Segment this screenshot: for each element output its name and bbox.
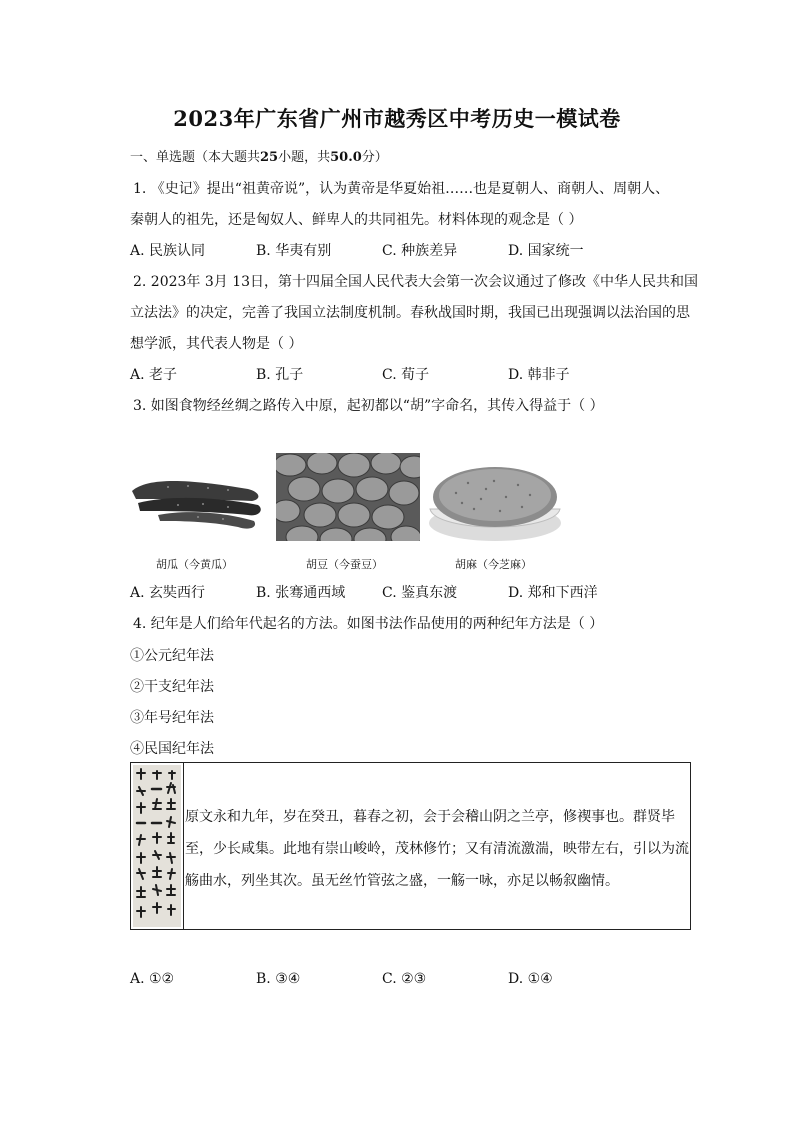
q1-option-b: B. 华夷有别: [256, 243, 332, 259]
q2-stem-line1: 2. 2023年 3月 13日，第十四届全国人民代表大会第一次会议通过了修改《中华人民共和国: [133, 274, 699, 290]
section-heading: [130, 146, 388, 165]
q2-option-a: A. 老子: [130, 367, 178, 383]
q4-item-4: ④民国纪年法: [130, 741, 214, 757]
broad-bean-image: [276, 453, 420, 541]
caption-broad-bean: 胡豆（今蚕豆）: [306, 558, 383, 571]
q3-option-b: B. 张骞通西域: [256, 585, 346, 601]
q1-stem-line2: 秦朝人的祖先，还是匈奴人、鲜卑人的共同祖先。材料体现的观念是（ ）: [130, 212, 583, 228]
section-score: 50.0: [330, 150, 362, 165]
section-count: 25: [260, 150, 279, 165]
q4-item-3: ③年号纪年法: [130, 710, 214, 726]
q2-stem-line2: 立法法》的决定，完善了我国立法制度机制。春秋战国时期，我国已出现强调以法治国的思: [130, 305, 690, 321]
caption-sesame: 胡麻（今芝麻）: [455, 558, 532, 571]
q2-stem-line3: 想学派，其代表人物是（ ）: [130, 336, 303, 352]
section-mid: 小题，共: [278, 150, 331, 165]
q4-item-1: ①公元纪年法: [130, 648, 214, 664]
q4-stem-line1: 4. 纪年是人们给年代起名的方法。如图书法作品使用的两种纪年方法是（ ）: [133, 616, 604, 632]
q4-option-b: B. ③④: [256, 971, 301, 987]
section-suffix: 分）: [361, 150, 388, 165]
calligraphy-text: 原文永和九年，岁在癸丑，暮春之初，会于会稽山阴之兰亭，修禊事也。群贤毕至，少长咸集。此地有崇山峻岭，茂林修竹；又有清流激湍，映带左右，引以为流觞曲水，列坐其次。虽无丝竹管弦之盛，一觞一咏，亦足以畅叙幽情。: [185, 809, 689, 889]
q2-option-b: B. 孔子: [256, 367, 304, 383]
q1-option-d: D. 国家统一: [508, 243, 584, 259]
q4-item-2: ②干支纪年法: [130, 679, 214, 695]
q3-stem-line1: 3. 如图食物经丝绸之路传入中原，起初都以“胡”字命名，其传入得益于（ ）: [133, 398, 604, 414]
sesame-image: [426, 453, 564, 543]
q4-option-d: D. ①④: [508, 971, 553, 987]
section-prefix: 一、单选题（本大题共: [130, 150, 261, 165]
q3-option-a: A. 玄奘西行: [130, 585, 206, 601]
q2-option-d: D. 韩非子: [508, 367, 570, 383]
q4-option-a: A. ①②: [130, 971, 175, 987]
calligraphy-image: [131, 763, 184, 929]
q3-option-c: C. 鉴真东渡: [382, 585, 458, 601]
cucumber-image: [128, 455, 268, 545]
q1-option-a: A. 民族认同: [130, 243, 206, 259]
q1-stem-line1: 1. 《史记》提出“祖黄帝说”，认为黄帝是华夏始祖……也是夏朝人、商朝人、周朝人、: [133, 181, 670, 197]
q2-option-c: C. 荀子: [382, 367, 430, 383]
q4-option-c: C. ②③: [382, 971, 427, 987]
q1-option-c: C. 种族差异: [382, 243, 458, 259]
caption-cucumber: 胡瓜（今黄瓜）: [156, 558, 233, 571]
calligraphy-table: [130, 762, 691, 930]
page-title: 2023年广东省广州市越秀区中考历史一模试卷: [173, 106, 621, 131]
q3-option-d: D. 郑和下西洋: [508, 585, 598, 601]
